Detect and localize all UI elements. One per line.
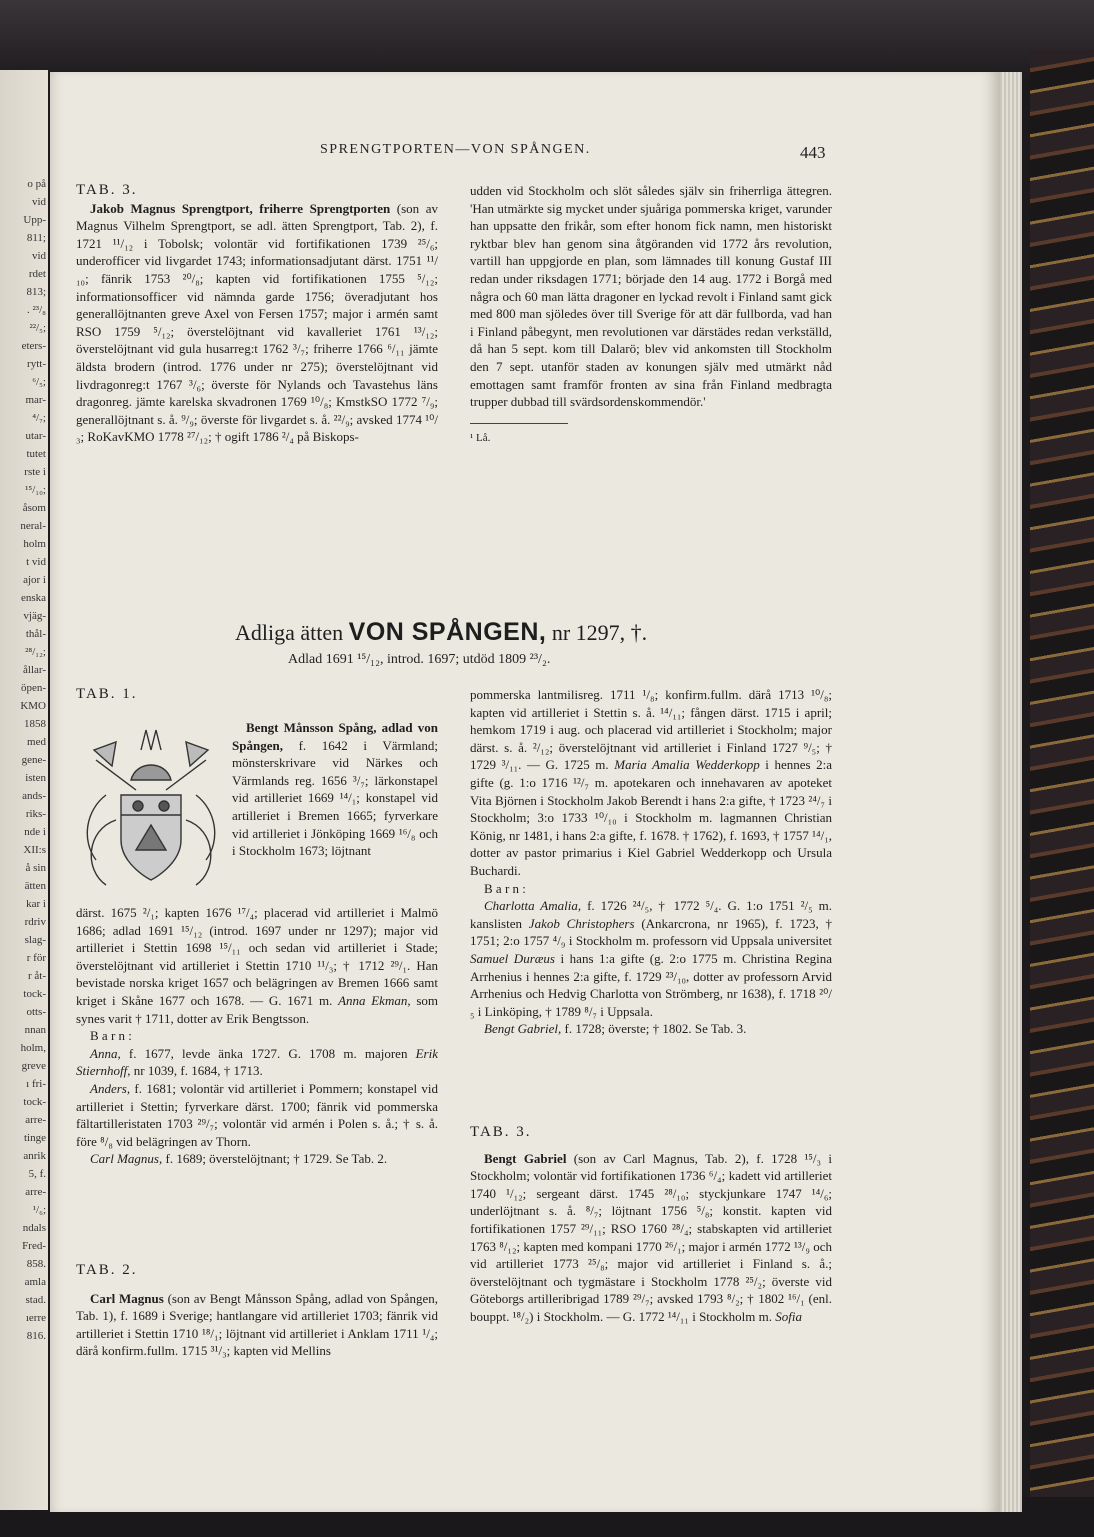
tab1-heading-wrap — [76, 686, 438, 704]
sprengtport-column-right — [470, 182, 832, 447]
prev-page-line: nnan — [24, 1024, 46, 1036]
tab1-wide-text — [76, 904, 438, 1168]
prev-page-line: Fred- — [22, 1240, 46, 1252]
entry-body: därst. 1675 ²/₁; kapten 1676 ¹⁷/₄; placerad vid artilleriet i Malmö 1686; adlad 1691 ¹⁵/₁₂ (introd. 1697 under nr 1297); major vid artilleriet i Stettin 1698 ¹⁵/₁₁ och sedan vid artilleriet i Stade; överstelöjtnant vid artilleriet i Stettin 1710 ¹¹/₃; † 1712 ²⁹/₁. Han bevistade norska kriget 1657 och belägringen av Bremen 1666 samt kriget i Skåne 1677 och 1678. — G. 1671 m. — [76, 905, 438, 1008]
prev-page-line: riks- — [25, 808, 46, 820]
entry-body: i hans 1:a gifte (g. 2:o 1775 m. Christina Regina Arrhenius i hennes 2:a gifte, f. 1729 ²³/₁₀, dotter av professorn Arvid Arrhenius och Hedvig Charlotta von Strömberg, nr 1638), f. 1718 ²⁰/₅ i Linköping, † 1789 ⁸/₇ i Uppsala. — [470, 950, 833, 1019]
prev-page-line: kar i — [26, 898, 46, 910]
prev-page-line: 1858 — [24, 718, 46, 730]
page-number: 443 — [800, 143, 826, 162]
prev-page-line: ıerre — [25, 1312, 46, 1324]
prev-page-line: 816. — [26, 1330, 46, 1342]
entry-body: (Ankarcrona, nr 1965), f. 1723, † 1751; 2:o 1757 ⁴/₉ i Stockholm m. professorn vid Uppsala universitet — [470, 915, 832, 949]
title-prefix: Adliga ätten — [235, 620, 344, 645]
spouse-name: Samuel Duræus — [470, 950, 555, 966]
prev-page-line: Upp- — [23, 214, 46, 226]
prev-page-line: o på — [27, 178, 46, 190]
prev-page-line: tinge — [24, 1132, 46, 1144]
prev-page-line: ı fri- — [26, 1078, 46, 1090]
footnote: ¹ Lå. — [470, 431, 491, 444]
tab-heading: TAB. 1. — [76, 686, 138, 702]
prev-page-line: holm — [23, 538, 46, 550]
prev-page-line: ⁶/₅; — [32, 376, 46, 388]
prev-page-line: ²²/₅; — [29, 322, 46, 334]
prev-page-line: öpen- — [20, 682, 46, 694]
prev-page-line: eters- — [21, 340, 46, 352]
prev-page-line: ands- — [22, 790, 46, 802]
prev-page-line: isten — [25, 772, 46, 784]
prev-page-line: gene- — [21, 754, 46, 766]
tab-heading: TAB. 3. — [470, 1124, 532, 1140]
entry-body: (son av Bengt Månsson Spång, adlad von Spången, Tab. 1), f. 1689 i Sverige; hantlangare vid artilleriet 1703; fänrik vid artilleriet i Stettin 1710 ¹⁸/₁; löjtnant vid artilleriet i Anklam 1711 ¹/₄; därå konfirm.fullm. 1715 ³¹/₃; kapten vid Mellins — [76, 1290, 438, 1359]
prev-page-line: tock- — [23, 988, 46, 1000]
prev-page-line: rytt- — [27, 358, 46, 370]
person-name: Carl Magnus — [90, 1290, 164, 1306]
children-heading: B a r n : — [484, 880, 526, 896]
marbled-cover — [1030, 50, 1094, 1537]
tab-heading: TAB. 3. — [76, 182, 138, 198]
entry-body: pommerska lantmilisreg. 1711 ¹/₈; konfirm.fullm. därå 1713 ¹⁰/₈; kapten vid artilleriet i Stettin s. å. ¹⁴/₁₁; fången därst. 1715 i april; hemkom 1719 i aug. och placerad vid artilleriet i Stockholm; major därst. s. å. ²/₁₂; överstelöjtnant vid artilleriet i Finland 1727 ⁹/₅; † 1729 ³/₁₁. — G. 1725 m. — [470, 687, 832, 773]
prev-page-line: slag- — [24, 934, 46, 946]
prev-page-line: r för — [26, 952, 46, 964]
spouse-name: Maria Amalia Wedderkopp — [614, 757, 760, 773]
tab3-family — [470, 1124, 832, 1326]
page-edges — [1000, 72, 1022, 1512]
family-title — [235, 618, 647, 647]
tab1-narrow-text — [232, 719, 438, 860]
prev-page-line: 813; — [26, 286, 46, 298]
prev-page-line: ajor i — [23, 574, 46, 586]
entry-body: (son av Magnus Vilhelm Sprengtport, se adl. ätten Sprengtport, Tab. 2), f. 1721 ¹¹/₁₂ i Tobolsk; volontär vid fortifikationen 1739 ²⁵/₆; underofficer vid livgardet 1743; informationsadjutant därst. 1751 ¹¹/₁₀; fänrik 1753 ²⁰/₈; kapten vid fortifikationen 1755 ⁵/₁₂; informationsofficer vid nämnda garde 1756; överadjutant hos generallöjtnanten greve Axel von Fersen 1757; major i armén samt RSO 1759 ⁵/₁₂; överstelöjtnant vid kavalleriet 1761 ¹³/₁₂; överstelöjtnant vid gula husarreg:t 1762 ³/₇; friherre 1766 ⁶/₁₁ jämte äldsta brodern (introd. 1776 under nr 275); överstelöjtnant vid livdragonreg:t 1767 ³/₆; överste för Nylands och Tavastehus läns dragonreg. jämte karelska skvadronen 1769 ¹⁰/₈; KmstkSO 1772 ⁷/₉; generallöjtnant s. å. ⁹/₉; överste för livgardet s. å. ²²/₉; avsked 1774 ¹⁰/₃; RoKavKMO 1778 ²⁷/₁₂; † ogift 1786 ²/₄ på Biskops- — [76, 200, 438, 445]
person-name: Bengt Gabriel — [484, 1150, 567, 1166]
prev-page-line: tock- — [23, 1096, 46, 1108]
prev-page-line: med — [27, 736, 46, 748]
prev-page-line: enska — [20, 592, 46, 604]
entry-body: f. 1689; överstelöjtnant; † 1729. Se Tab. 2. — [165, 1151, 388, 1167]
prev-page-line: ätten — [24, 880, 46, 892]
prev-page-line: stad. — [25, 1294, 46, 1306]
prev-page-line: ¹/₆; — [32, 1204, 46, 1216]
prev-page-line: tutet — [26, 448, 46, 460]
children-heading: B a r n : — [90, 1028, 132, 1044]
prev-page-line: arre- — [25, 1186, 46, 1198]
prev-page-line: ¹⁵/₁₀; — [25, 484, 46, 496]
entry-body: nr 1039, f. 1684, † 1713. — [133, 1063, 263, 1079]
prev-page-line: t vid — [26, 556, 46, 568]
spouse-name: Anna Ekman, — [338, 992, 411, 1008]
running-title: SPRENGTPORTEN—VON SPÅNGEN. — [320, 142, 591, 157]
prev-page-line: åsom — [22, 502, 46, 514]
prev-page-line: . ²³/₈ — [27, 304, 46, 316]
prev-page-line: holm, — [20, 1042, 46, 1054]
entry-body: (son av Carl Magnus, Tab. 2), f. 1728 ¹⁵/₃ i Stockholm; volontär vid fortifikationen 1736 ⁶/₄; kadett vid artilleriet 1740 ¹/₁₂; sergeant därst. 1745 ²⁸/₁₀; styckjunkare 1747 ¹⁴/₆; underlöjtnant s. å. ⁸/₇; löjtnant 1756 ⁵/₈; konstit. kapten vid fortifikationen 1757 ²⁹/₁₁; RSO 1760 ²⁸/₄; stabskapten vid artilleriet 1763 ⁸/₁₂; kapten med kompani 1770 ²⁶/₁; major i armén 1772 ¹³/₉ och vid artilleriet 1773 ²⁵/₈; major vid artilleriet i Finland s. å.; överstelöjtnant och tygmästare i Stockholm 1778 ²⁵/₂; överste vid Göteborgs artilleribrigad 1789 ²⁹/₇; avsked 1793 ⁸/₂; † 1802 ¹⁶/₁ (enl. bouppt. ¹⁸/₂) i Stockholm. — G. 1772 ¹⁴/₁₁ i Stockholm m. — [470, 1150, 833, 1324]
prev-page-line: anrik — [23, 1150, 46, 1162]
prev-page-line: mar- — [25, 394, 46, 406]
prev-page-line: neral- — [20, 520, 46, 532]
prev-page-line: ållar- — [23, 664, 46, 676]
family-subtitle: Adlad 1691 ¹⁵/₁₂, introd. 1697; utdöd 1809 ²³/₂. — [288, 652, 551, 667]
prev-page-line: rdet — [28, 268, 46, 280]
person-name: Jakob Magnus Sprengtport, friherre Sprengtporten — [90, 200, 391, 216]
prev-page-line: greve — [21, 1060, 46, 1072]
prev-page-line: thål- — [25, 628, 46, 640]
prev-page-line: KMO — [20, 700, 46, 712]
entry-body: som synes varit † 1711, dotter av Erik Bengtsson. — [76, 992, 438, 1026]
prev-page-line: å sin — [25, 862, 46, 874]
entry-body: f. 1642 i Värmland; mönsterskrivare vid Närkes och Värmlands reg. 1656 ³/₇; lärkonstapel vid artilleriet 1669 ¹⁴/₁; konstapel vid artilleriet i Bremen 1665; fyrverkare vid artilleriet i Jönköping 1669 ¹⁶/₈ och i Stockholm 1673; löjtnant — [232, 737, 438, 859]
title-name: VON SPÅNGEN, — [348, 618, 547, 646]
tab-heading: TAB. 2. — [76, 1262, 138, 1278]
prev-page-line: r åt- — [27, 970, 46, 982]
prev-page-line: amla — [24, 1276, 46, 1288]
prev-page-line: vjäg- — [23, 610, 46, 622]
entry-body: f. 1677, levde änka 1727. G. 1708 m. majoren — [128, 1045, 408, 1061]
prev-page-line: ⁴/₇; — [32, 412, 46, 424]
sprengtport-column-left — [76, 182, 438, 446]
prev-page-line: ndals — [22, 1222, 46, 1234]
prev-page-line: 811; — [26, 232, 46, 244]
prev-page-line: vid — [31, 250, 46, 262]
prev-page-line: 5, f. — [28, 1168, 46, 1180]
child-name: Charlotta Amalia, — [484, 898, 582, 914]
book-top-edge — [0, 0, 1094, 80]
spouse-name: Erik Stiernhoff, — [76, 1045, 438, 1079]
child-name: Anders, — [90, 1080, 131, 1096]
prev-page-line: nde i — [24, 826, 46, 838]
prev-page-line: 858. — [26, 1258, 46, 1270]
title-suffix: nr 1297, †. — [551, 620, 648, 645]
entry-body: f. 1681; volontär vid artilleriet i Pommern; konstapel vid artilleriet i Stettin; fyrverkare därst. 1700; fänrik vid pommerska fältartilleristaten 1703 ²⁹/₇; volontär vid armén i Polen s. å.; † s. å. före ⁸/₈ vid belägringen av Thorn. — [76, 1080, 438, 1149]
prev-page-line: vid — [31, 196, 46, 208]
footnote-rule — [470, 423, 568, 424]
prev-page-line: rdriv — [24, 916, 46, 928]
prev-page-line: ²⁸/₁₂; — [25, 646, 46, 658]
spouse-name: Sofia — [775, 1308, 802, 1324]
spouse-name: Jakob Christophers — [528, 915, 635, 931]
entry-body: f. 1726 ²⁴/₅, † 1772 ⁵/₄. G. 1:o 1751 ²/₅ m. kanslisten — [470, 898, 833, 931]
prev-page-line: otts- — [26, 1006, 46, 1018]
child-name: Carl Magnus, — [90, 1151, 163, 1167]
child-name: Anna, — [90, 1045, 121, 1061]
prev-page-line: XII:s — [23, 844, 46, 856]
prev-page-line: arre- — [25, 1114, 46, 1126]
entry-body: f. 1728; överste; † 1802. Se Tab. 3. — [564, 1021, 747, 1037]
entry-body: udden vid Stockholm och slöt således själv sin friherrliga ättegren. 'Han utmärkte sig mycket under sjuåriga pommerska kriget, varunder han uppsatte den frikår, som efter honom fick namn, men historiskt ryktbar blev han genom sina åtgöranden vid 1772 års revolution, vartill han uppgjorde en plan, som lämnades till konung Gustaf III redan under riksdagen 1771; började den 14 aug. 1772 i Borgå med några och 60 man lätta dragoner en lyckad revolt i Finland samt gick med 800 man sjöledes över till Sverige för att där fullborda, vad han i Finland påbegynt, men revolutionen var därstädes redan verkställd, då han 5 sept. kom till Dalarö; blev vid ankomsten till Stockholm den 7 sept. utanför staden av konungen själv med utmärkt nåd emottagen samt framför fronten av sina från Finland medbragta trupper dubbad till svärdsordenskommendör.' — [470, 183, 832, 410]
tab2-right — [470, 686, 832, 1038]
entry-text — [76, 200, 438, 446]
person-name: Bengt Månsson Spång, adlad von Spången, — [232, 720, 438, 753]
previous-page-fragment — [0, 70, 48, 1510]
child-name: Bengt Gabriel, — [484, 1021, 562, 1037]
tab2-left — [76, 1262, 438, 1360]
prev-page-line: utar- — [25, 430, 46, 442]
prev-page-line: rste i — [24, 466, 46, 478]
coat-of-arms — [76, 720, 226, 890]
entry-body: i hennes 2:a gifte (g. 1:o 1716 ¹²/₇ m. apotekaren och innehavaren av apoteket Vita Björnen i Stockholm Jakob Berendt i hans 2:a gifte, † 1723 ²⁴/₇ i Stockholm; 3:o 1733 ¹⁰/₁₀ i Stockholm m. lagmannen Christian König, nr 1481, i hans 2:a gifte, f. 1678. † 1762), f. 1693, † 1757 ¹⁴/₁, dotter av pastor primarius i Kiel Gabriel Wedderkopp och Ursula Buchardi. — [470, 757, 833, 878]
